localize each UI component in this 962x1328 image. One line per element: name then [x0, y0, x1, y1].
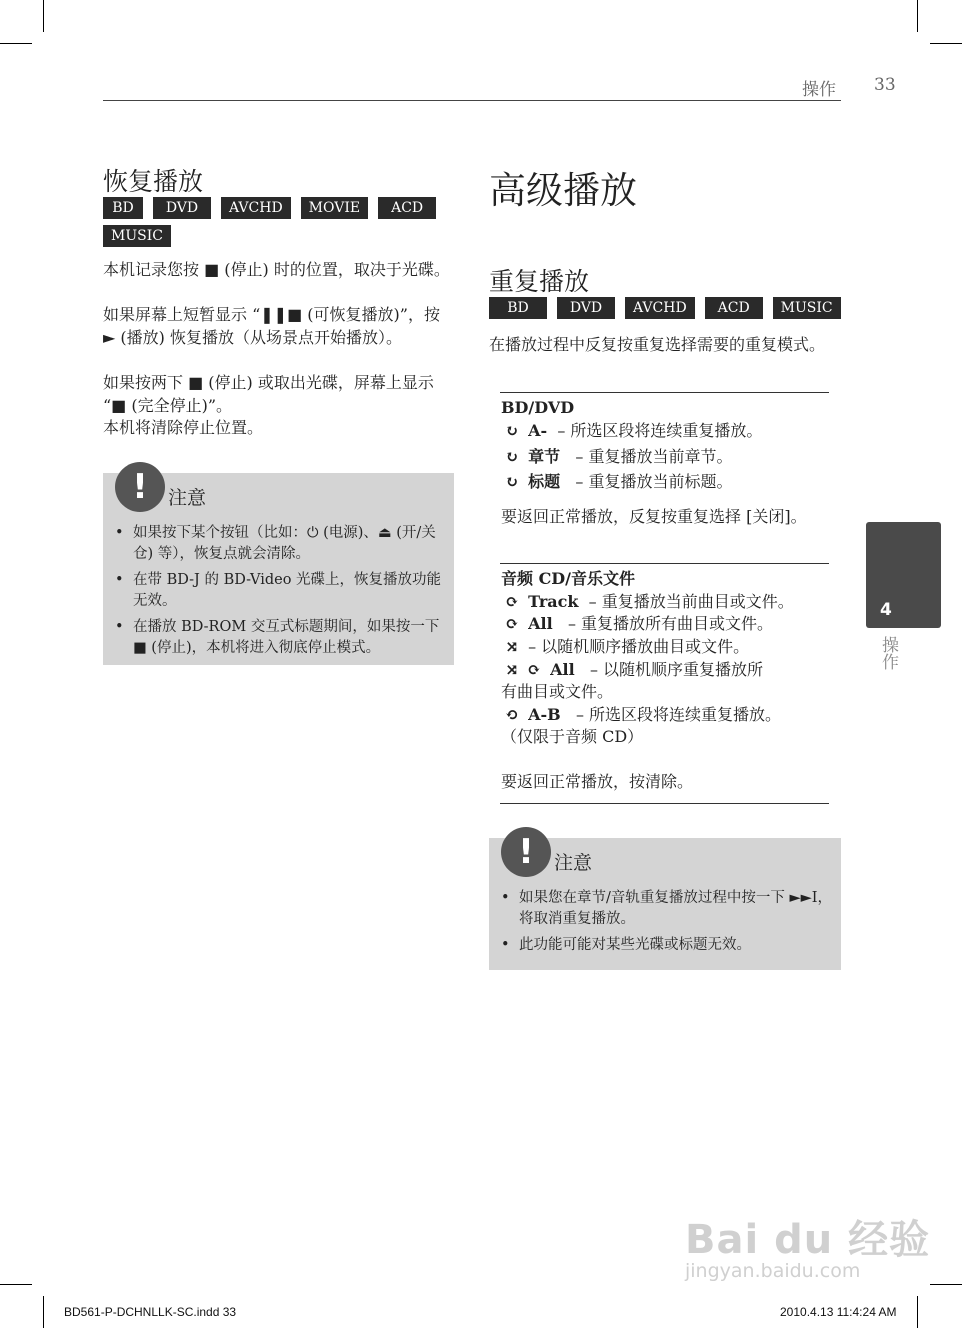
badge-dvd: DVD	[557, 297, 615, 319]
cd-row-ab: ⟲ A-B – 所选区段将连续重复播放。	[501, 704, 781, 726]
page-number: 33	[874, 75, 896, 95]
baidu-watermark: Bai du 经验	[685, 1217, 931, 1263]
repeat-title: 重复播放	[489, 267, 590, 296]
left-badges	[103, 197, 463, 247]
crop-mark	[43, 0, 44, 32]
footer-file: BD561-P-DCHNLLK-SC.indd 33	[64, 1305, 237, 1319]
cd-back: 要返回正常播放，按清除。	[501, 772, 694, 791]
repeat-icon: ↻	[505, 472, 519, 491]
badge-bd: BD	[103, 197, 143, 219]
crop-mark	[0, 43, 32, 44]
left-note-list	[109, 523, 449, 664]
badge-avchd: AVCHD	[625, 297, 695, 319]
badge-bd: BD	[489, 297, 547, 319]
left-note-box	[103, 467, 454, 665]
right-note-list	[495, 888, 835, 961]
note-item: • 在播放 BD-ROM 交互式标题期间，如果按一下 ■ (停止)，本机将进入彻底停止模式。	[109, 617, 449, 659]
crop-mark	[917, 0, 918, 32]
note-item: • 如果按下某个按钮（比如：⏻ (电源)、⏏ (开/关仓) 等），恢复点就会清除。	[109, 523, 449, 565]
cd-row-track: ⟳ Track – 重复播放当前曲目或文件。	[501, 591, 794, 613]
crop-mark	[917, 1296, 918, 1328]
chapter-label: 操作	[878, 636, 898, 670]
bd-row-ab: ↻ A- – 所选区段将连续重复播放。	[501, 420, 762, 442]
badge-acd: ACD	[378, 197, 436, 219]
resume-para-3: 如果按两下 ■ (停止) 或取出光碟，屏幕上显示 “■ (完全停止)”。	[103, 373, 434, 415]
header-rule	[103, 100, 841, 101]
note-item: • 在带 BD-J 的 BD-Video 光碟上，恢复播放功能无效。	[109, 570, 449, 612]
crop-mark	[43, 1296, 44, 1328]
note-title: 注意	[168, 487, 207, 509]
footer-date: 2010.4.13 11:4:24 AM	[780, 1305, 897, 1319]
badge-music: MUSIC	[773, 297, 841, 319]
cd-row-ab-note: （仅限于音频 CD）	[501, 727, 644, 746]
bd-heading: BD/DVD	[501, 398, 575, 417]
resume-para-2: 如果屏幕上短暂显示 “❚❚■ (可恢复播放)”，按 ► (播放) 恢复播放（从场景点开始播放）。	[103, 305, 440, 347]
header-section: 操作	[802, 80, 836, 100]
crop-mark	[0, 1284, 32, 1285]
box-rule-bottom	[500, 803, 829, 804]
note-item: • 如果您在章节/音轨重复播放过程中按一下 ►►I，将取消重复播放。	[495, 888, 835, 930]
bd-row-title: ↻ 标题 – 重复播放当前标题。	[501, 471, 732, 493]
bd-row-chapter: ↻ 章节 – 重复播放当前章节。	[501, 446, 732, 468]
right-badges	[489, 297, 849, 319]
exclamation-icon: !	[115, 462, 165, 512]
badge-music: MUSIC	[103, 225, 171, 247]
crop-mark	[930, 43, 962, 44]
shuffle-icon: ⤨	[505, 637, 519, 656]
crop-mark	[930, 1284, 962, 1285]
baidu-watermark-url: jingyan.baidu.com	[685, 1260, 861, 1282]
advanced-title: 高级播放	[489, 169, 637, 212]
resume-title: 恢复播放	[103, 167, 204, 196]
repeat-intro: 在播放过程中反复按重复选择需要的重复模式。	[489, 335, 826, 354]
cd-row-shuffle: ⤨ – 以随机顺序播放曲目或文件。	[501, 636, 749, 658]
repeat-icon: ↻	[505, 421, 519, 440]
box-rule-top	[500, 392, 829, 393]
chapter-number: 4	[880, 600, 892, 620]
resume-para-4: 本机将清除停止位置。	[103, 418, 264, 437]
note-item: • 此功能可能对某些光碟或标题无效。	[495, 935, 835, 956]
cd-row-shuffle-all: ⤨ ⟳ All – 以随机顺序重复播放所	[501, 659, 763, 681]
badge-avchd: AVCHD	[221, 197, 291, 219]
resume-para-1: 本机记录您按 ■ (停止) 时的位置，取决于光碟。	[103, 260, 450, 279]
cd-row-shuffle-all-cont: 有曲目或文件。	[501, 682, 614, 701]
repeat-icon: ↻	[505, 447, 519, 466]
bd-back: 要返回正常播放，反复按重复选择 [关闭]。	[501, 507, 807, 526]
badge-movie: MOVIE	[301, 197, 368, 219]
badge-acd: ACD	[705, 297, 763, 319]
badge-dvd: DVD	[153, 197, 211, 219]
repeat-one-icon: ⟳	[505, 592, 519, 611]
right-note-box	[489, 832, 841, 970]
exclamation-icon: !	[501, 827, 551, 877]
repeat-ab-icon: ⟲	[505, 705, 519, 724]
cd-heading: 音频 CD/音乐文件	[501, 569, 636, 588]
repeat-all-icon: ⟳	[505, 614, 519, 633]
repeat-all-icon: ⟳	[527, 660, 541, 679]
cd-row-all: ⟳ All – 重复播放所有曲目或文件。	[501, 613, 773, 635]
shuffle-icon: ⤨	[505, 660, 519, 679]
box-rule-mid	[500, 563, 829, 564]
chapter-tab	[866, 522, 941, 628]
note-title: 注意	[554, 852, 593, 874]
